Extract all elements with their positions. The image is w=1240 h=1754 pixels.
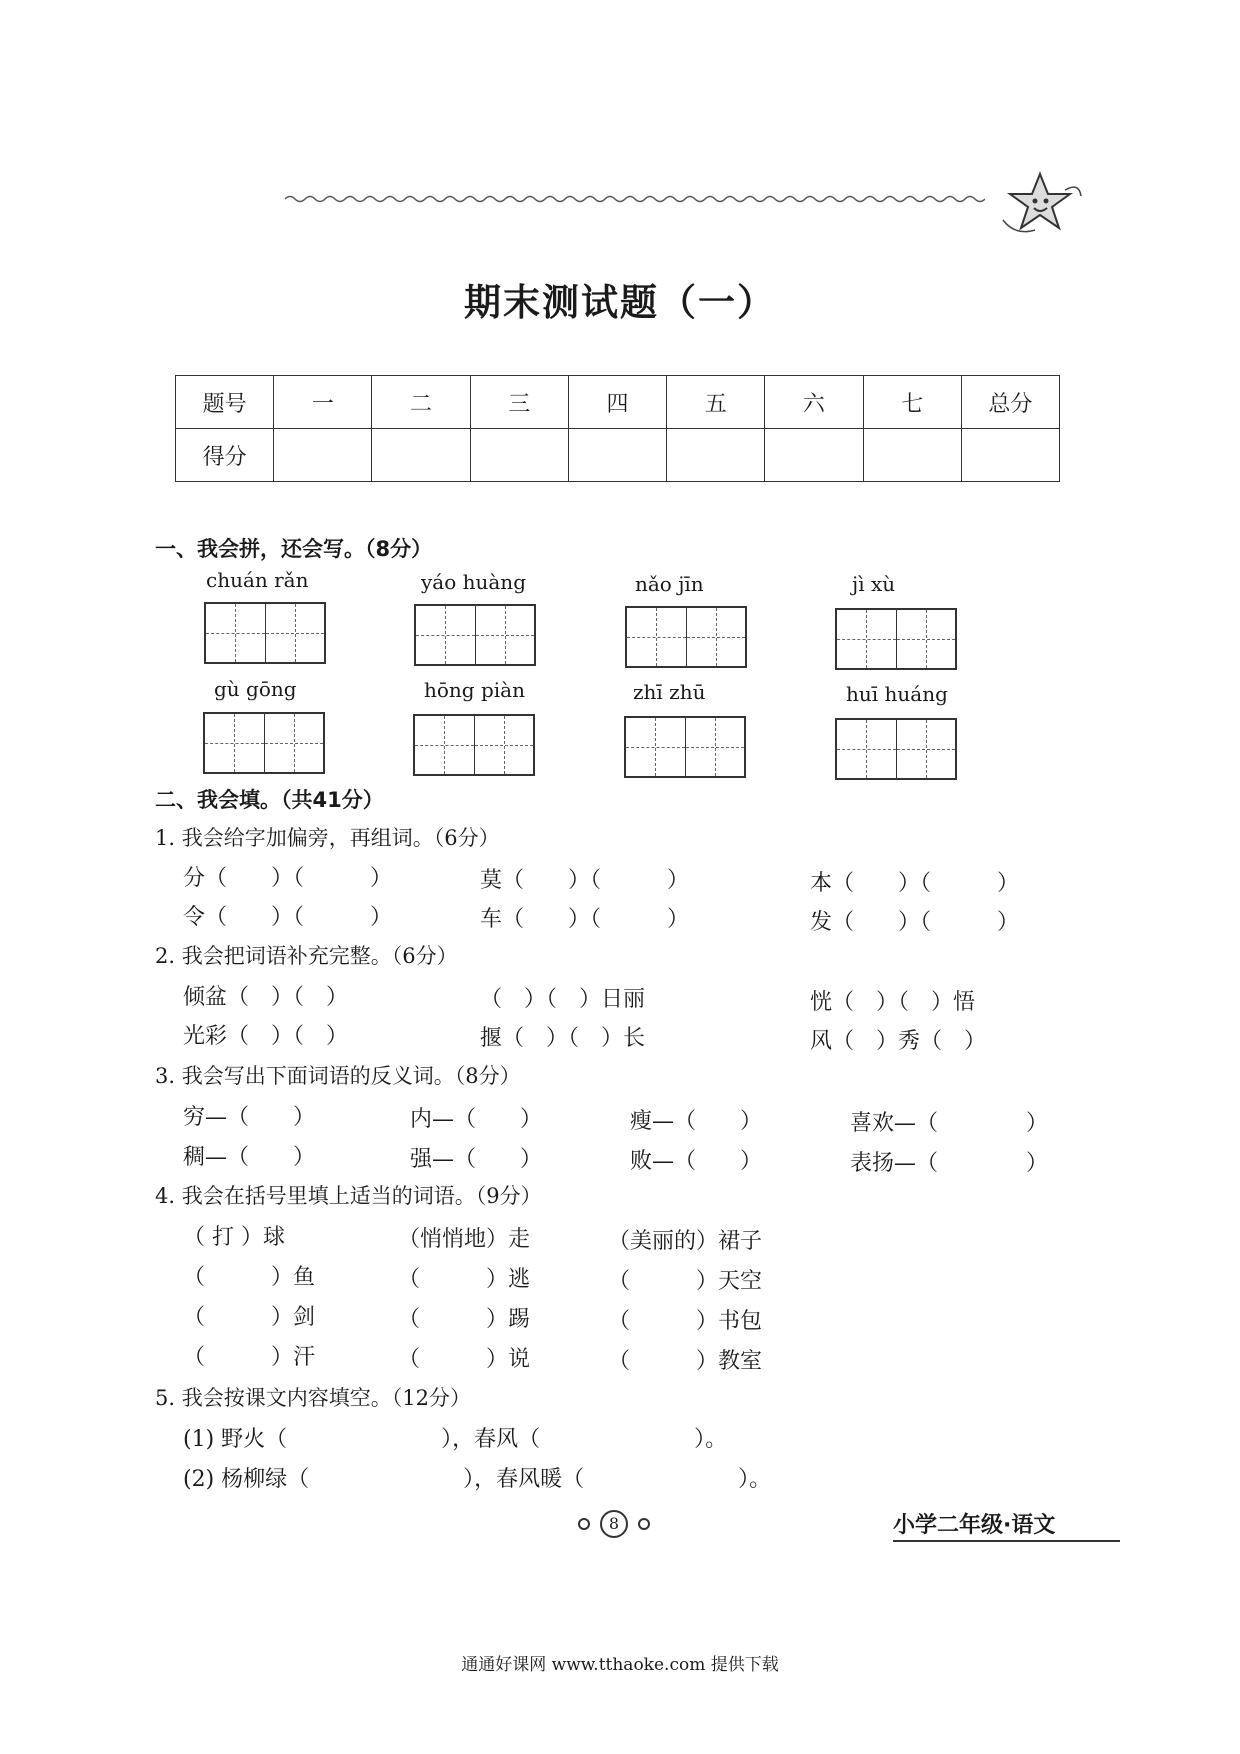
score-cell: 总分 xyxy=(961,376,1059,429)
fill-item[interactable]: 恍（ ）（ ）悟 xyxy=(810,990,976,1015)
fill-item[interactable]: 风（ ）秀（ ） xyxy=(810,1029,987,1054)
fill-item[interactable]: （ ）书包 xyxy=(608,1309,763,1334)
fill-item[interactable]: 穷—（ ） xyxy=(183,1105,316,1130)
score-blank-cell[interactable] xyxy=(961,429,1059,482)
score-blank-cell[interactable] xyxy=(470,429,568,482)
footer-text: 通通好课网 www.tthaoke.com 提供下载 xyxy=(461,1655,779,1675)
fill-item[interactable]: 喜欢—（ ） xyxy=(850,1111,1049,1136)
score-blank-cell[interactable] xyxy=(274,429,372,482)
fill-item[interactable]: 令（ ）（ ） xyxy=(183,905,393,930)
fill-item: （ 打 ）球 xyxy=(183,1225,285,1250)
score-table-header-row xyxy=(176,376,1060,429)
score-blank-cell[interactable] xyxy=(568,429,666,482)
fill-item[interactable]: 败—（ ） xyxy=(630,1149,763,1174)
grade-underline xyxy=(893,1540,1120,1542)
q1-title: 1. 我会给字加偏旁，再组词。（6分） xyxy=(155,826,500,850)
fill-item[interactable]: 莫（ ）（ ） xyxy=(480,868,690,893)
writing-grid[interactable] xyxy=(835,718,957,780)
q3-title: 3. 我会写出下面词语的反义词。（8分） xyxy=(155,1064,521,1088)
page-title: 期末测试题（一） xyxy=(464,281,776,324)
section1-heading: 一、我会拼，还会写。（8分） xyxy=(155,537,433,561)
score-cell: 七 xyxy=(863,376,961,429)
score-blank-cell[interactable] xyxy=(667,429,765,482)
fill-item[interactable]: （ ）教室 xyxy=(608,1349,763,1374)
score-cell: 一 xyxy=(274,376,372,429)
pinyin-label: jì xù xyxy=(852,572,896,596)
score-cell: 三 xyxy=(470,376,568,429)
score-cell: 四 xyxy=(568,376,666,429)
fill-item[interactable]: (1) 野火（ ），春风（ ）。 xyxy=(183,1427,728,1452)
fill-item[interactable]: （ ）天空 xyxy=(608,1269,763,1294)
score-blank-cell[interactable] xyxy=(765,429,863,482)
fill-item[interactable]: （ ）剑 xyxy=(183,1305,316,1330)
q4-title: 4. 我会在括号里填上适当的词语。（9分） xyxy=(155,1184,542,1208)
writing-grid[interactable] xyxy=(414,604,536,666)
pinyin-label: huī huáng xyxy=(846,682,948,706)
fill-item[interactable]: 表扬—（ ） xyxy=(850,1151,1049,1176)
page-number: 8 xyxy=(600,1510,628,1538)
fill-item[interactable]: 内—（ ） xyxy=(410,1107,543,1132)
fill-item[interactable]: (2) 杨柳绿（ ），春风暖（ ）。 xyxy=(183,1467,772,1492)
fill-item[interactable]: （ ）说 xyxy=(398,1347,531,1372)
fill-item[interactable]: 瘦—（ ） xyxy=(630,1109,763,1134)
score-cell: 六 xyxy=(765,376,863,429)
writing-grid[interactable] xyxy=(624,716,746,778)
pinyin-label: nǎo jīn xyxy=(635,572,704,596)
writing-grid[interactable] xyxy=(835,608,957,670)
decor-dot-icon xyxy=(638,1518,650,1530)
fill-item[interactable]: 车（ ）（ ） xyxy=(480,907,690,932)
pinyin-label: hōng piàn xyxy=(424,678,525,702)
fill-item[interactable]: （ ）鱼 xyxy=(183,1265,316,1290)
pinyin-label: chuán rǎn xyxy=(206,568,309,592)
writing-grid[interactable] xyxy=(204,602,326,664)
fill-item[interactable]: 分（ ）（ ） xyxy=(183,866,393,891)
star-mascot-icon xyxy=(995,170,1085,240)
writing-grid[interactable] xyxy=(625,606,747,668)
fill-item[interactable]: 强—（ ） xyxy=(410,1147,543,1172)
writing-grid[interactable] xyxy=(413,714,535,776)
score-cell: 题号 xyxy=(176,376,274,429)
score-blank-cell[interactable] xyxy=(863,429,961,482)
fill-item[interactable]: （ ）汗 xyxy=(183,1345,316,1370)
score-cell: 二 xyxy=(372,376,470,429)
fill-item[interactable]: 倾盆（ ）（ ） xyxy=(183,985,349,1010)
pinyin-label: gù gōng xyxy=(214,677,297,701)
q5-title: 5. 我会按课文内容填空。（12分） xyxy=(155,1386,471,1410)
fill-item[interactable]: （ ）（ ）日丽 xyxy=(480,987,646,1012)
fill-item[interactable]: 稠—（ ） xyxy=(183,1145,316,1170)
wavy-divider xyxy=(285,192,985,206)
score-table-score-row xyxy=(176,429,1060,482)
decor-dot-icon xyxy=(578,1518,590,1530)
fill-item: （美丽的）裙子 xyxy=(608,1229,763,1254)
pinyin-label: yáo huàng xyxy=(421,570,526,594)
q2-title: 2. 我会把词语补充完整。（6分） xyxy=(155,944,458,968)
score-label-cell: 得分 xyxy=(176,429,274,482)
section2-heading: 二、我会填。（共41分） xyxy=(155,788,384,812)
fill-item[interactable]: 光彩（ ）（ ） xyxy=(183,1024,349,1049)
pinyin-label: zhī zhū xyxy=(633,680,706,704)
fill-item[interactable]: 本（ ）（ ） xyxy=(810,871,1020,896)
writing-grid[interactable] xyxy=(203,712,325,774)
fill-item: （悄悄地）走 xyxy=(398,1227,531,1252)
score-cell: 五 xyxy=(667,376,765,429)
grade-label: 小学二年级·语文 xyxy=(893,1513,1056,1538)
fill-item[interactable]: （ ）踢 xyxy=(398,1307,531,1332)
fill-item[interactable]: （ ）逃 xyxy=(398,1267,531,1292)
fill-item[interactable]: 揠（ ）（ ）长 xyxy=(480,1026,646,1051)
score-table xyxy=(175,375,1060,482)
fill-item[interactable]: 发（ ）（ ） xyxy=(810,910,1020,935)
score-blank-cell[interactable] xyxy=(372,429,470,482)
